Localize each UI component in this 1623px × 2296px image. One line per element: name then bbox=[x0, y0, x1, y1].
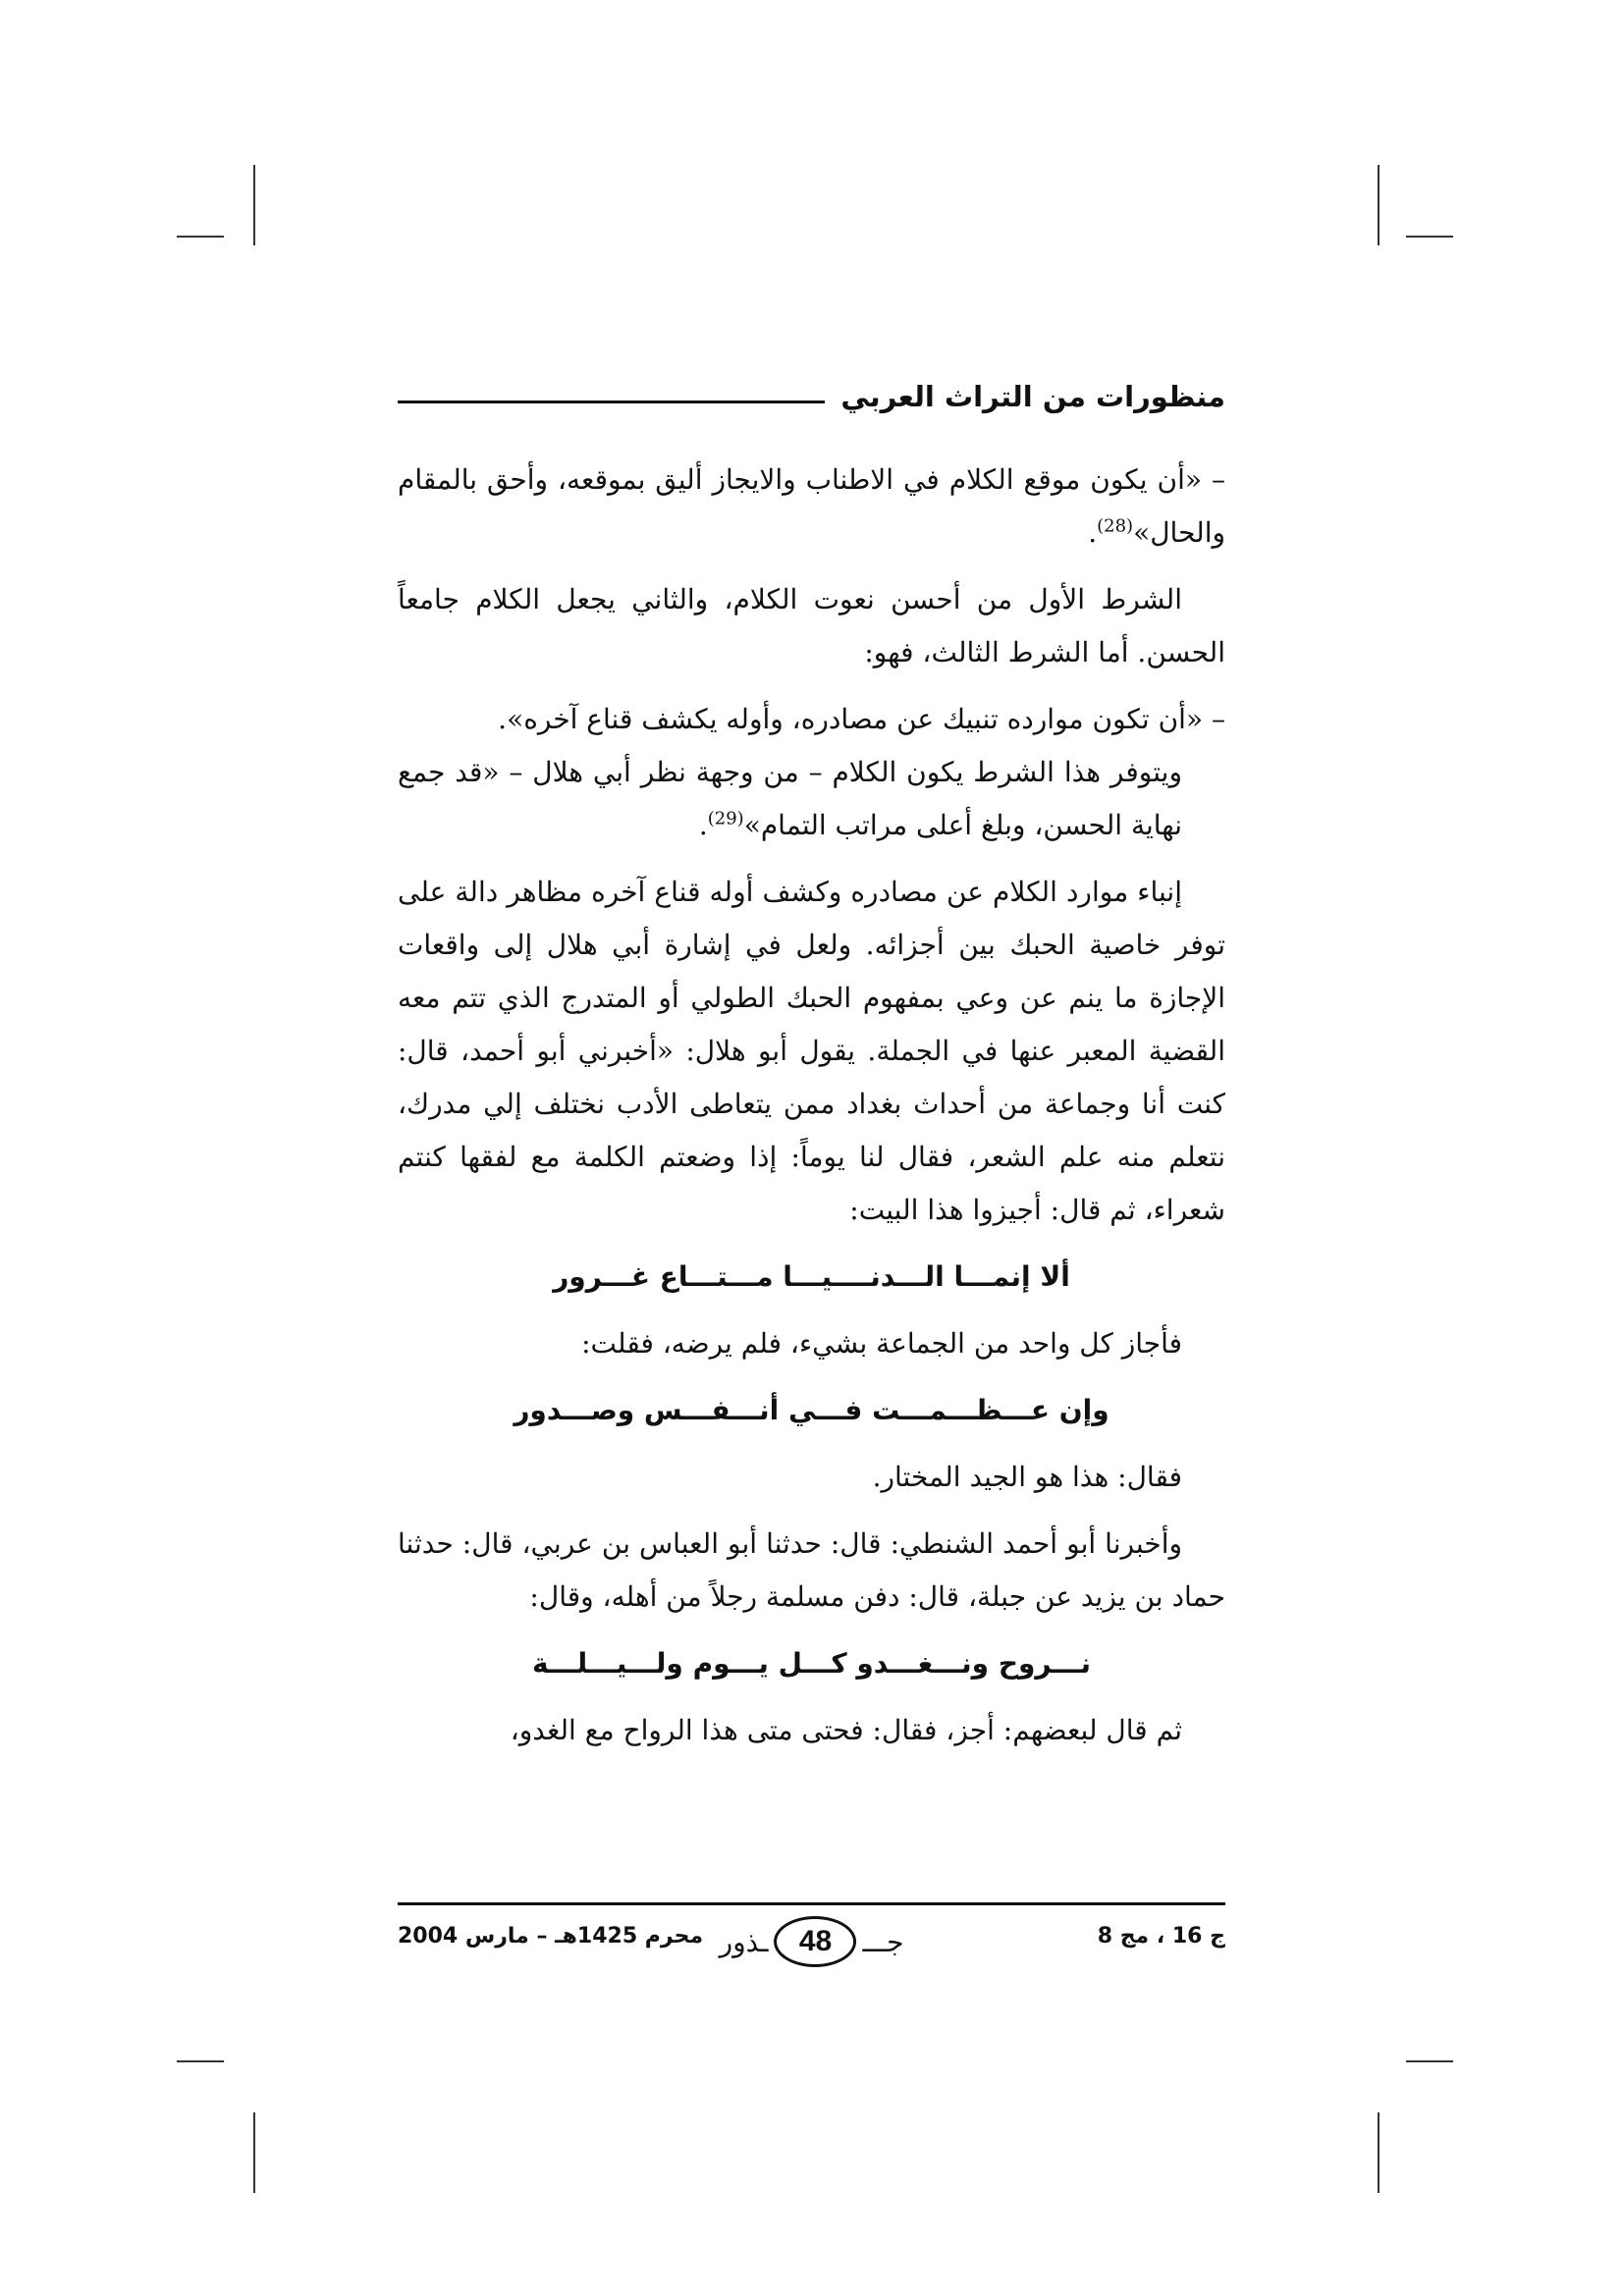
paragraph-8: وأخبرنا أبو أحمد الشنطي: قال: حدثنا أبو العباس بن عربي، قال: حدثنا حماد بن يزيد عن جبلة، قال: دفن مسلمة رجلاً من أهله، وقال: bbox=[398, 1527, 1225, 1613]
paragraph-7: فقال: هذا هو الجيد المختار. bbox=[872, 1461, 1182, 1493]
crop-mark-top-left bbox=[253, 165, 255, 245]
header-rule bbox=[398, 400, 825, 403]
paragraph-5: إنباء موارد الكلام عن مصادره وكشف أوله قناع آخره مظاهر دالة على توفر خاصية الحبك بين أجزائه. ولعل في إشارة أبي هلال إلى واقعات الإجازة ما ينم عن وعي بمفهوم الحبك الطولي أو المتدرج الذي تتم معه القضية المعبر عنها في الجملة. يقول أبو هلال: «أخبرني أبو أحمد، قال: كنت أنا وجماعة من أحداث بغداد ممن يتعاطى الأدب نختلف إلي مدرك، نتعلم منه علم الشعر، فقال لنا يوماً: إذا وضعتم الكلمة مع لفقها كنتم شعراء، ثم قال: أجيزوا هذا البيت: bbox=[398, 876, 1225, 1226]
page-body bbox=[398, 454, 1225, 1771]
paragraph-4-text: ويتوفر هذا الشرط يكون الكلام – من وجهة نظر أبي هلال – «قد جمع نهاية الحسن، وبلغ أعلى مراتب التمام» bbox=[398, 756, 1182, 841]
crop-mark-bottom-right bbox=[1406, 2060, 1453, 2062]
crop-mark-bottom-left bbox=[253, 2112, 255, 2193]
journal-name-with-page-number bbox=[720, 1916, 904, 1967]
quote-paragraph-1: – «أن يكون موقع الكلام في الاطناب والايجاز أليق بموقعه، وأحق بالمقام والحال»$^{(28)}$. bbox=[398, 463, 1225, 549]
publication-date: محرم 1425هـ – مارس 2004 bbox=[398, 1924, 704, 1949]
journal-name-part-right: جـــ bbox=[862, 1925, 904, 1958]
paragraph-4: ويتوفر هذا الشرط يكون الكلام – من وجهة نظر أبي هلال – «قد جمع نهاية الحسن، وبلغ أعلى مراتب التمام»$^{(29)}$. bbox=[398, 756, 1182, 841]
page-number: 48 bbox=[775, 1916, 857, 1967]
verse-3: نـــروح ونـــغـــدو كـــل يـــوم ولـــيـــلـــة bbox=[531, 1647, 1092, 1680]
footnote-ref-29[interactable]: (29) bbox=[707, 808, 744, 829]
running-header bbox=[398, 373, 1225, 420]
footnote-ref-28[interactable]: (28) bbox=[1097, 515, 1134, 537]
crop-mark-top-right bbox=[1406, 236, 1453, 238]
quote-text-3: – «أن تكون موارده تنبيك عن مصادره، وأوله يكشف قناع آخره». bbox=[498, 703, 1225, 735]
verse-2: وإن عـــظـــمـــت فـــي أنـــفـــس وصـــدور bbox=[514, 1394, 1109, 1426]
verse-1: ألا إنمـــا الـــدنــــيـــا مـــتـــاع غـــرور bbox=[553, 1260, 1070, 1293]
paragraph-2: الشرط الأول من أحسن نعوت الكلام، والثاني يجعل الكلام جامعاً الحسن. أما الشرط الثالث، فهو: bbox=[398, 583, 1225, 668]
quote-text-1: – «أن يكون موقع الكلام في الاطناب والايجاز أليق بموقعه، وأحق بالمقام والحال» bbox=[398, 463, 1225, 549]
issue-number: ج 16 ، مج 8 bbox=[1097, 1924, 1225, 1949]
footer-rule bbox=[398, 1902, 1225, 1905]
journal-name-part-left: ـذور bbox=[719, 1925, 769, 1958]
paragraph-9: ثم قال لبعضهم: أجز، فقال: فحتى متى هذا الرواح مع الغدو، bbox=[510, 1714, 1182, 1746]
crop-mark-top-left bbox=[177, 236, 224, 238]
crop-mark-bottom-left bbox=[177, 2060, 224, 2062]
quote-paragraph-3 bbox=[398, 693, 1225, 746]
page-footer bbox=[398, 1916, 1225, 1975]
crop-mark-top-right bbox=[1378, 165, 1380, 245]
paragraph-6: فأجاز كل واحد من الجماعة بشيء، فلم يرضه، فقلت: bbox=[581, 1327, 1182, 1360]
header-title: منظورات من التراث العربي bbox=[840, 380, 1225, 413]
crop-mark-bottom-right bbox=[1378, 2112, 1380, 2193]
